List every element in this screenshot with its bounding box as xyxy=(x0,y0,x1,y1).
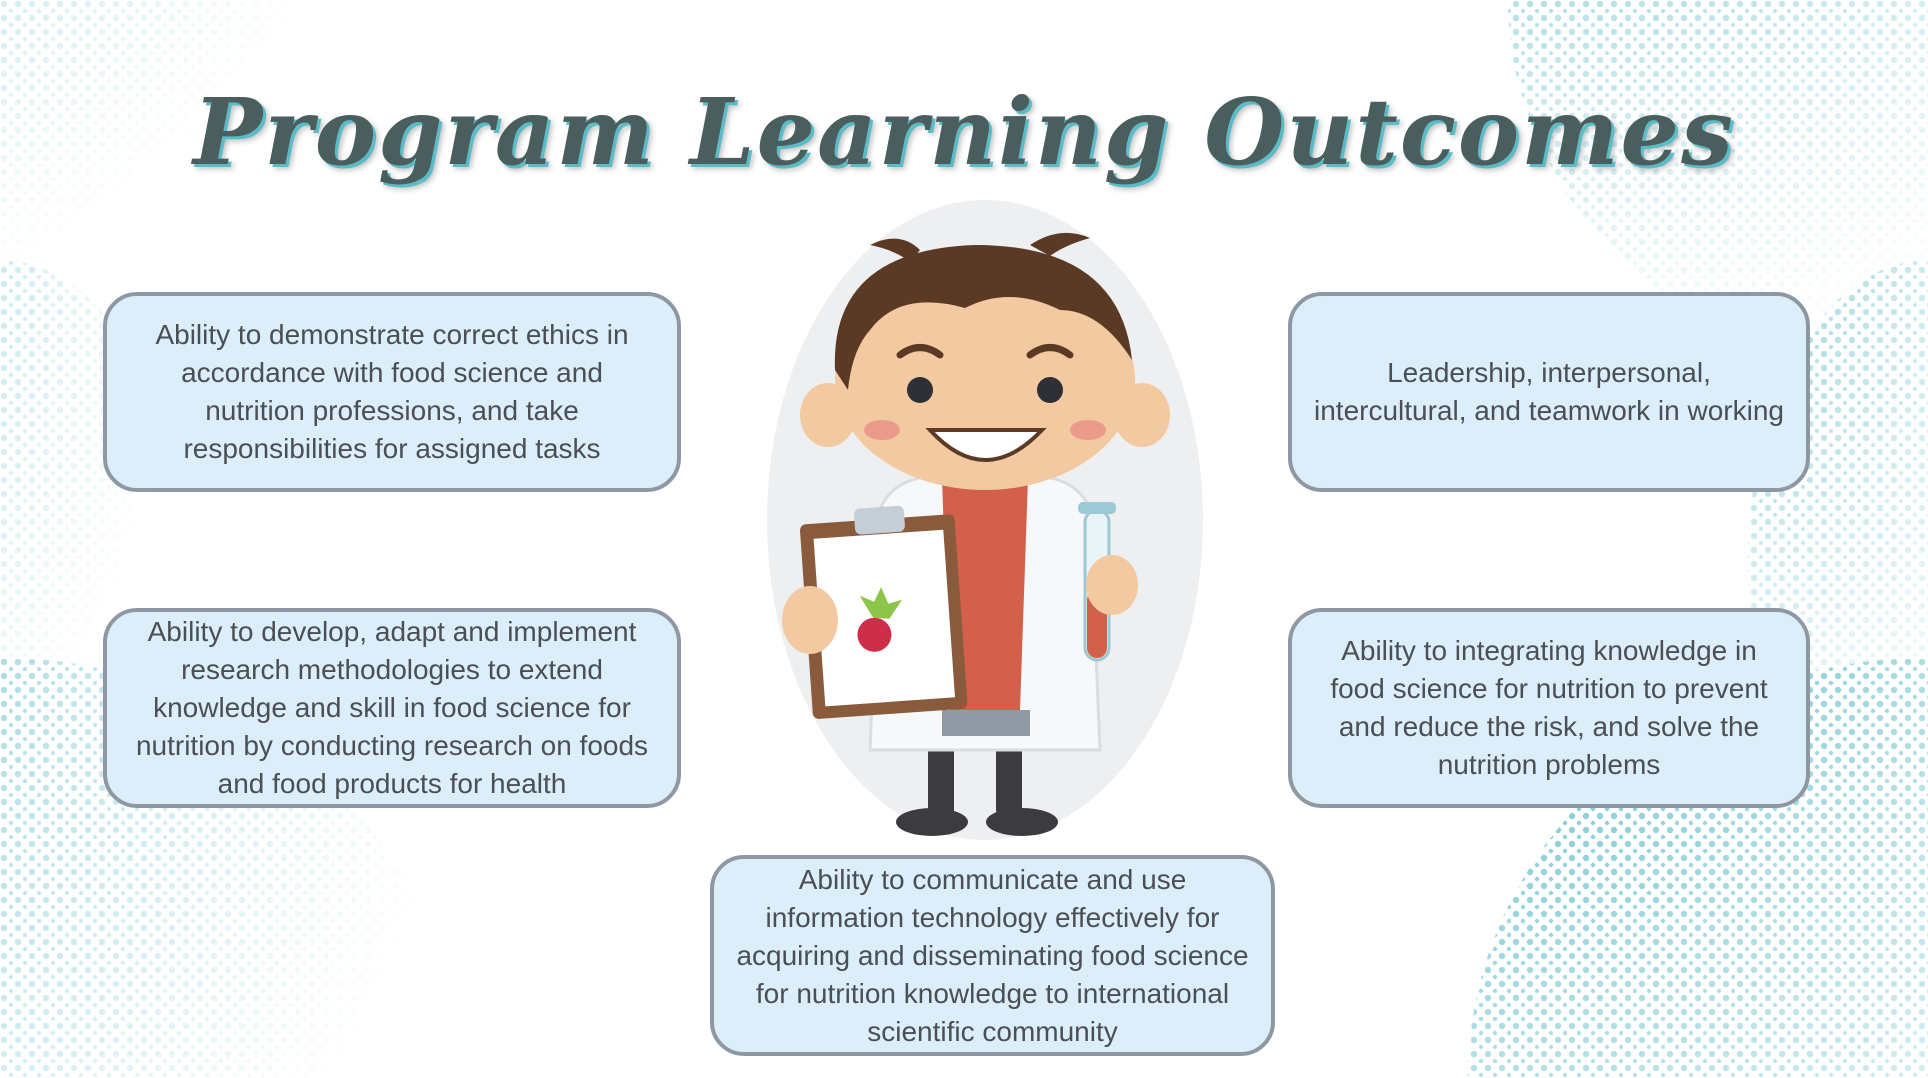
outcome-ethics-text: Ability to demonstrate correct ethics in accordance with food science and nutrition professions, and take responsibilities for assigned tasks xyxy=(155,319,629,464)
outcome-communicate-text: Ability to communicate and use information technology effectively for acquiring and disseminating food science for nutrition knowledge to international scientific community xyxy=(736,863,1249,1047)
outcome-leadership-text: Leadership, interpersonal, intercultural, and teamwork in working xyxy=(1314,357,1784,426)
outcome-research-box xyxy=(103,608,681,808)
page-title: Program Learning Outcomes xyxy=(193,78,1735,186)
outcome-integrating-box xyxy=(1288,608,1810,808)
scientist-illustration xyxy=(760,190,1210,850)
outcome-research-text: Ability to develop, adapt and implement research methodologies to extend knowledge and skill in food science for nutrition by conducting research on foods and food products for health xyxy=(135,616,649,799)
outcome-communicate-box xyxy=(710,855,1275,1056)
outcome-ethics-box xyxy=(103,292,681,492)
outcome-integrating-text: Ability to integrating knowledge in food science for nutrition to prevent and reduce the risk, and solve the nutrition problems xyxy=(1330,635,1768,780)
outcome-leadership-box xyxy=(1288,292,1810,492)
